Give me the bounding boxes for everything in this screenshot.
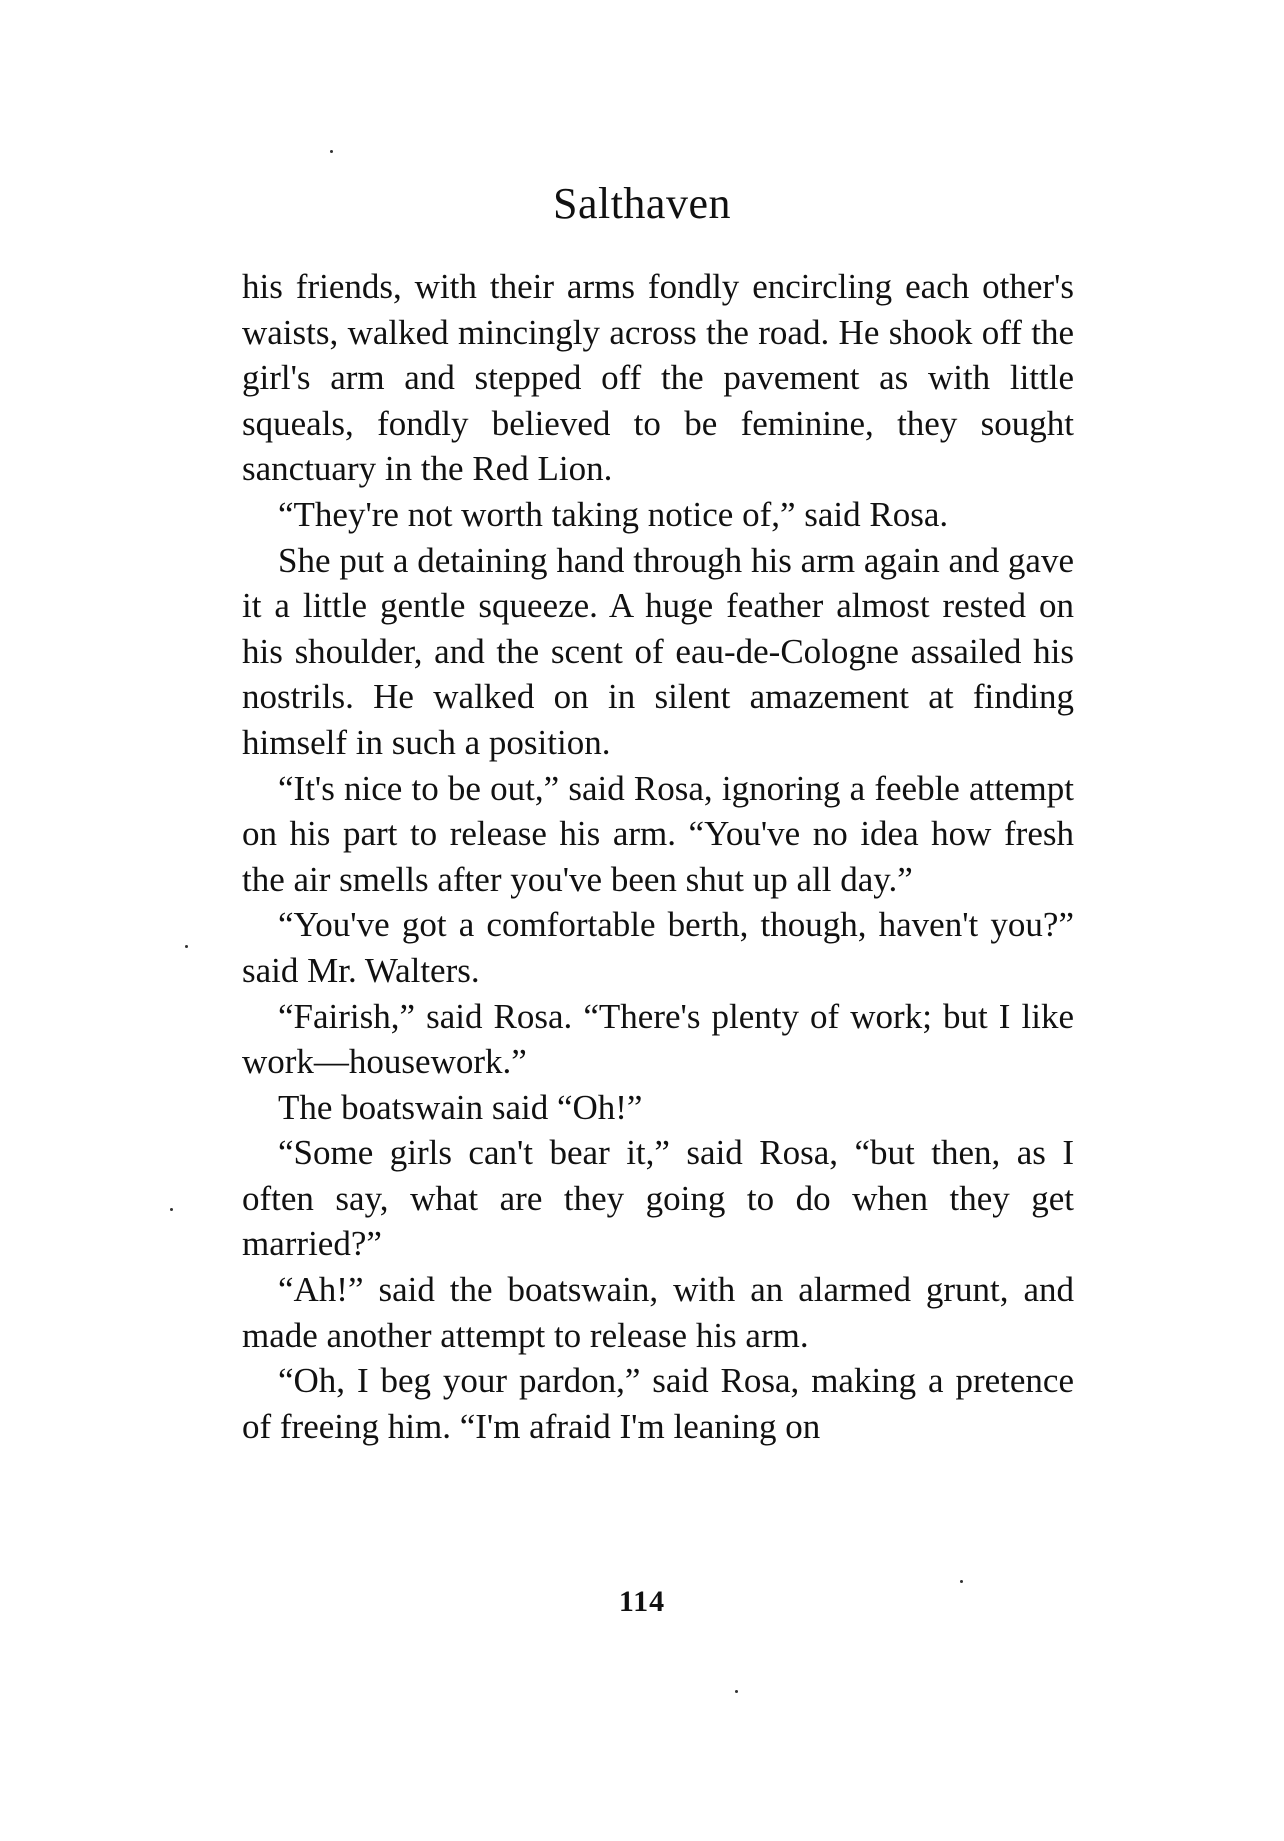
paragraph-8: “Some girls can't bear it,” said Rosa, “but then, as I often say, what are they going to do when they get married?” — [242, 1133, 1074, 1264]
paragraph-5: “You've got a comfortable berth, though, haven't you?” said Mr. Walters. — [242, 905, 1074, 990]
paragraph-3: She put a detaining hand through his arm again and gave it a little gentle squeeze. A huge feather almost rested on his shoulder, and the scent of eau-de-Cologne assailed his nostrils. He walked on in silent amazement at finding himself in such a position. — [242, 540, 1074, 762]
paragraph-1: his friends, with their arms fondly encircling each other's waists, walked mincingly across the road. He shook off the girl's arm and stepped off the pavement as with little squeals, fondly believed to be feminine, they sought sanctuary in the Red Lion. — [242, 267, 1074, 489]
paragraph-6: “Fairish,” said Rosa. “There's plenty of work; but I like work—housework.” — [242, 996, 1074, 1082]
paragraph-4: “It's nice to be out,” said Rosa, ignoring a feeble attempt on his part to release his arm. “You've no idea how fresh the air smells after you've been shut up all day.” — [242, 768, 1074, 899]
paragraph-10: “Oh, I beg your pardon,” said Rosa, making a pretence of freeing him. “I'm afraid I'm leaning on — [242, 1361, 1074, 1446]
running-head-title: Salthaven — [552, 179, 731, 228]
paragraph-2: “They're not worth taking notice of,” said Rosa. — [278, 494, 949, 534]
scan-speck — [960, 1580, 963, 1583]
page-number: 114 — [618, 1585, 666, 1618]
scan-speck — [185, 945, 188, 948]
body-text — [242, 264, 1074, 1449]
paragraph-9: “Ah!” said the boatswain, with an alarmed grunt, and made another attempt to release his arm. — [242, 1270, 1074, 1355]
scan-speck — [170, 1208, 173, 1211]
paragraph-7: The boatswain said “Oh!” — [278, 1087, 643, 1127]
scan-speck — [735, 1690, 738, 1693]
scan-speck — [330, 150, 333, 153]
